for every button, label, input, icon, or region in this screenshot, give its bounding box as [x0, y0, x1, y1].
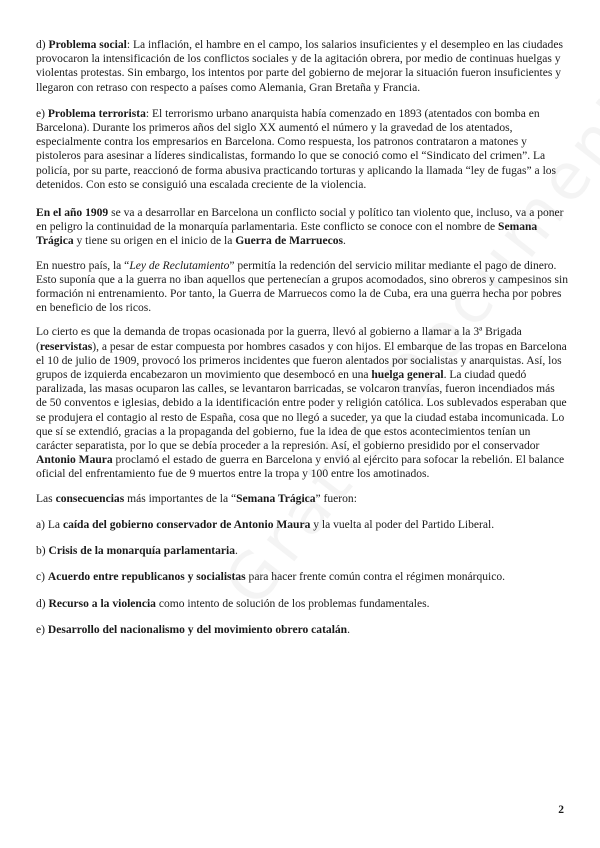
consequence-e: e) Desarrollo del nacionalismo y del movimiento obrero catalán. [36, 623, 350, 636]
consecuencias-term: consecuencias [55, 492, 125, 505]
consequence-a: a) La caída del gobierno conservador de Antonio Maura y la vuelta al poder del Partido Liberal. [36, 518, 495, 531]
huelga-general-term: huelga general [371, 369, 444, 382]
consequence-c: c) Acuerdo entre republicanos y socialistas para hacer frente común contra el régimen monárquico. [36, 571, 506, 584]
problema-social-heading: Problema social [48, 39, 127, 51]
paragraph-demanda-tropas: Lo cierto es que la demanda de tropas ocasionada por la guerra, llevó al gobierno a llamar a la 3ª Brigada (reservistas), a pesar de estar compuesta por hombres casados y con hijos. El embarque de las tropas en Barcelona el 10 de julio de 1909, provocó los primeros incidentes que fueron alentados por socialistas y anarquistas. Así, los grupos de izquierda encabezaron un movimiento que desembocó en una huelga general. La ciudad quedó paralizada, las masas ocuparon las calles, se levantaron barricadas, se volcaron tranvías, fueron incendiados más de 50 conventos e iglesias, debido a la identificación entre poder y religión católica. Los sublevados esperaban que se produjera el contagio al resto de España, cosa que no llegó a suceder, ya que la ciudad estaba incomunicada. Lo que sí se extendió, gracias a la propaganda del gobierno, fue la idea de que estos acontecimientos tenían un carácter separatista, por lo que se debía proceder a la represión. Así, el gobierno presidido por el conservador Antonio Maura proclamó el estado de guerra en Barcelona y envió al ejército para sofocar la rebelión. El balance oficial del enfrentamiento fue de 9 muertos entre la tropa y 100 entre los amotinados. [36, 326, 567, 481]
year-1909: En el año 1909 [36, 207, 109, 220]
problema-terrorista-heading: Problema terrorista [47, 107, 146, 120]
paragraph-reclutamiento: En nuestro país, la “Ley de Reclutamiento” permitía la redención del servicio militar mediante el pago de dinero. Esto suponía que a la guerra no iban aquellos que pertenecían a grupos acomodados, sino obreros y campesinos sin formación ni entrenamiento. Por tanto, la Guerra de Marruecos como la de Cuba, era una guerra hecha por pobres en beneficio de los ricos. [36, 259, 568, 315]
ley-reclutamiento-term: Ley de Reclutamiento [129, 259, 230, 272]
semana-tragica-term-2: Semana Trágica [236, 492, 316, 505]
paragraph-problema-social: d) Problema social: La inflación, el hambre en el campo, los salarios insuficientes y el desempleo en las ciudades provocaron la intensificación de los conflictos sociales y de la agitación obrera, por medio de continuas huelgas y violentas protestas. Sin embargo, los intentos por parte del gobierno de mejorar la situación fueron insuficientes y llegaron con retraso con respecto a países como Alemania, Gran Bretaña y Francia. [36, 39, 563, 94]
guerra-marruecos-term: Guerra de Marruecos [235, 235, 343, 248]
document-page [36, 38, 568, 649]
paragraph-1909: En el año 1909 se va a desarrollar en Barcelona un conflicto social y político tan violento que, incluso, va a poner en peligro la continuidad de la monarquía parlamentaria. Este conflicto se conoce con el nombre de Semana Trágica y tiene su origen en el inicio de la Guerra de Marruecos. [36, 207, 564, 248]
paragraph-problema-terrorista: e) Problema terrorista: El terrorismo urbano anarquista había comenzado en 1893 (atentados con bomba en Barcelona). Durante los primeros años del siglo XX aumentó el número y la gravedad de los atentados, especialmente contra los empresarios en Barcelona. Como respuesta, los patronos contrataron a matones y pistoleros para asesinar a líderes sindicalistas, formando lo que se conoció como el “Sindicato del crimen”. La policía, por su parte, reaccionó de forma abusiva practicando torturas y aplicando la llamada “ley de fugas” a los detenidos. Con esto se consiguió una escalada creciente de la violencia. [36, 107, 557, 191]
page-number: 2 [558, 804, 564, 816]
consequence-b: b) Crisis de la monarquía parlamentaria. [36, 545, 238, 558]
semana-tragica-term: Semana Trágica [36, 221, 538, 248]
consequence-d: d) Recurso a la violencia como intento de solución de los problemas fundamentales. [36, 597, 430, 610]
paragraph-consecuencias: Las consecuencias más importantes de la “Semana Trágica” fueron: [36, 492, 357, 505]
reservistas-term: reservistas [39, 340, 93, 353]
antonio-maura-term: Antonio Maura [36, 454, 113, 467]
